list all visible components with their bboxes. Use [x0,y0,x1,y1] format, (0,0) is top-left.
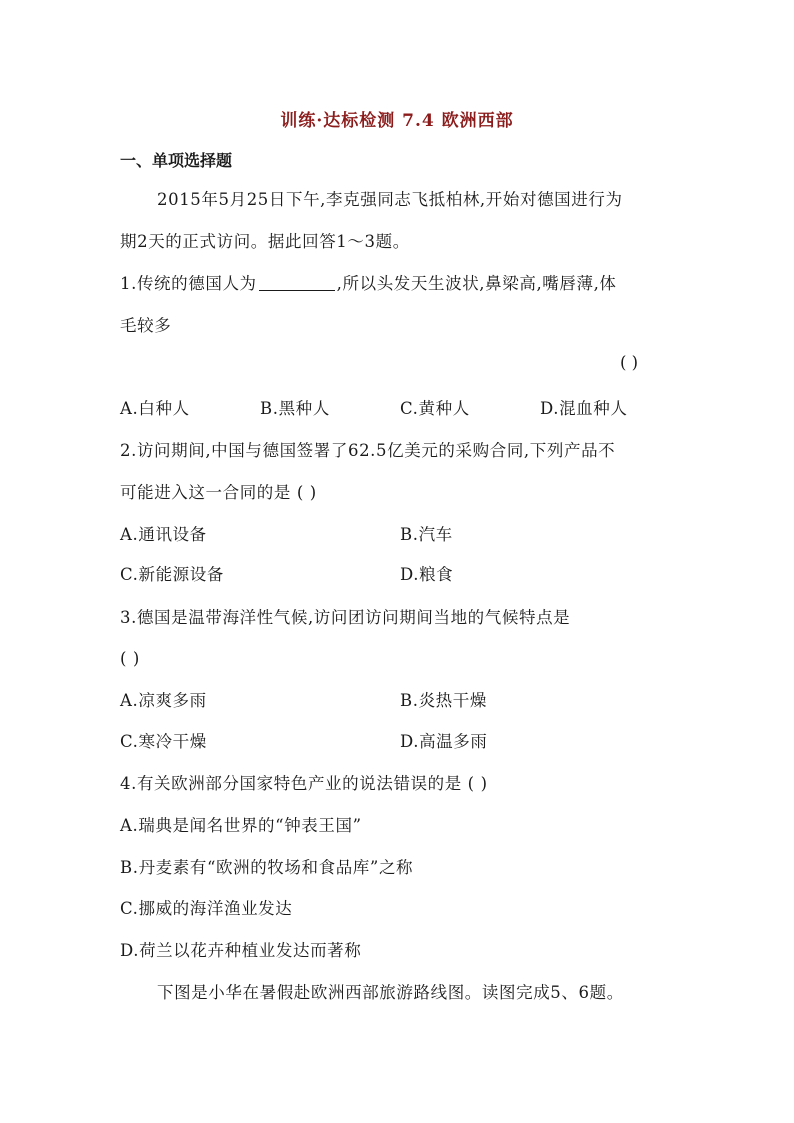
q2-option-b: B.汽车 [400,525,453,544]
q2-stem-line-2: 可能进入这一合同的是 ( ) [120,483,317,502]
q1-answer-blank [259,274,335,291]
q3-stem-line-1: 3.德国是温带海洋性气候,访问团访问期间当地的气候特点是 [120,608,571,627]
q1-option-b: B.黑种人 [260,399,330,418]
q2-option-c: C.新能源设备 [120,565,224,584]
q1-stem-line-2: 毛较多 [120,316,172,335]
q4-stem: 4.有关欧洲部分国家特色产业的说法错误的是 ( ) [120,774,488,793]
q3-option-b: B.炎热干燥 [400,691,487,710]
q2-option-a: A.通讯设备 [120,525,207,544]
q3-stem-line-2: ( ) [120,649,140,668]
page-title: 训练·达标检测 7.4 欧洲西部 [280,111,514,131]
intro-line-2: 期2天的正式访问。据此回答1～3题。 [120,232,410,251]
q2-stem-line-1: 2.访问期间,中国与德国签署了62.5亿美元的采购合同,下列产品不 [120,441,616,460]
q4-option-d: D.荷兰以花卉种植业发达而著称 [120,941,362,960]
q3-option-c: C.寒冷干燥 [120,732,207,751]
q1-option-a: A.白种人 [120,399,190,418]
map-intro-text: 下图是小华在暑假赴欧洲西部旅游路线图。读图完成5、6题。 [157,983,624,1002]
q1-stem-part-b: ,所以头发天生波状,鼻梁高,嘴唇薄,体 [336,274,617,293]
q1-stem-line-1 [120,271,680,297]
q1-option-c: C.黄种人 [400,399,470,418]
section-heading: 一、单项选择题 [120,151,233,170]
q4-option-b: B.丹麦素有“欧洲的牧场和食品库”之称 [120,858,414,877]
q4-option-a: A.瑞典是闻名世界的“钟表王国” [120,816,362,835]
intro-line-1: 2015年5月25日下午,李克强同志飞抵柏林,开始对德国进行为 [157,190,623,209]
q2-option-d: D.粮食 [400,565,454,584]
q1-stem-part-a: 1.传统的德国人为 [120,274,257,293]
q1-option-d: D.混血种人 [540,399,628,418]
q3-option-a: A.凉爽多雨 [120,691,207,710]
q4-option-c: C.挪威的海洋渔业发达 [120,899,293,918]
q1-answer-paren: ( ) [620,353,639,372]
q3-option-d: D.高温多雨 [400,732,488,751]
